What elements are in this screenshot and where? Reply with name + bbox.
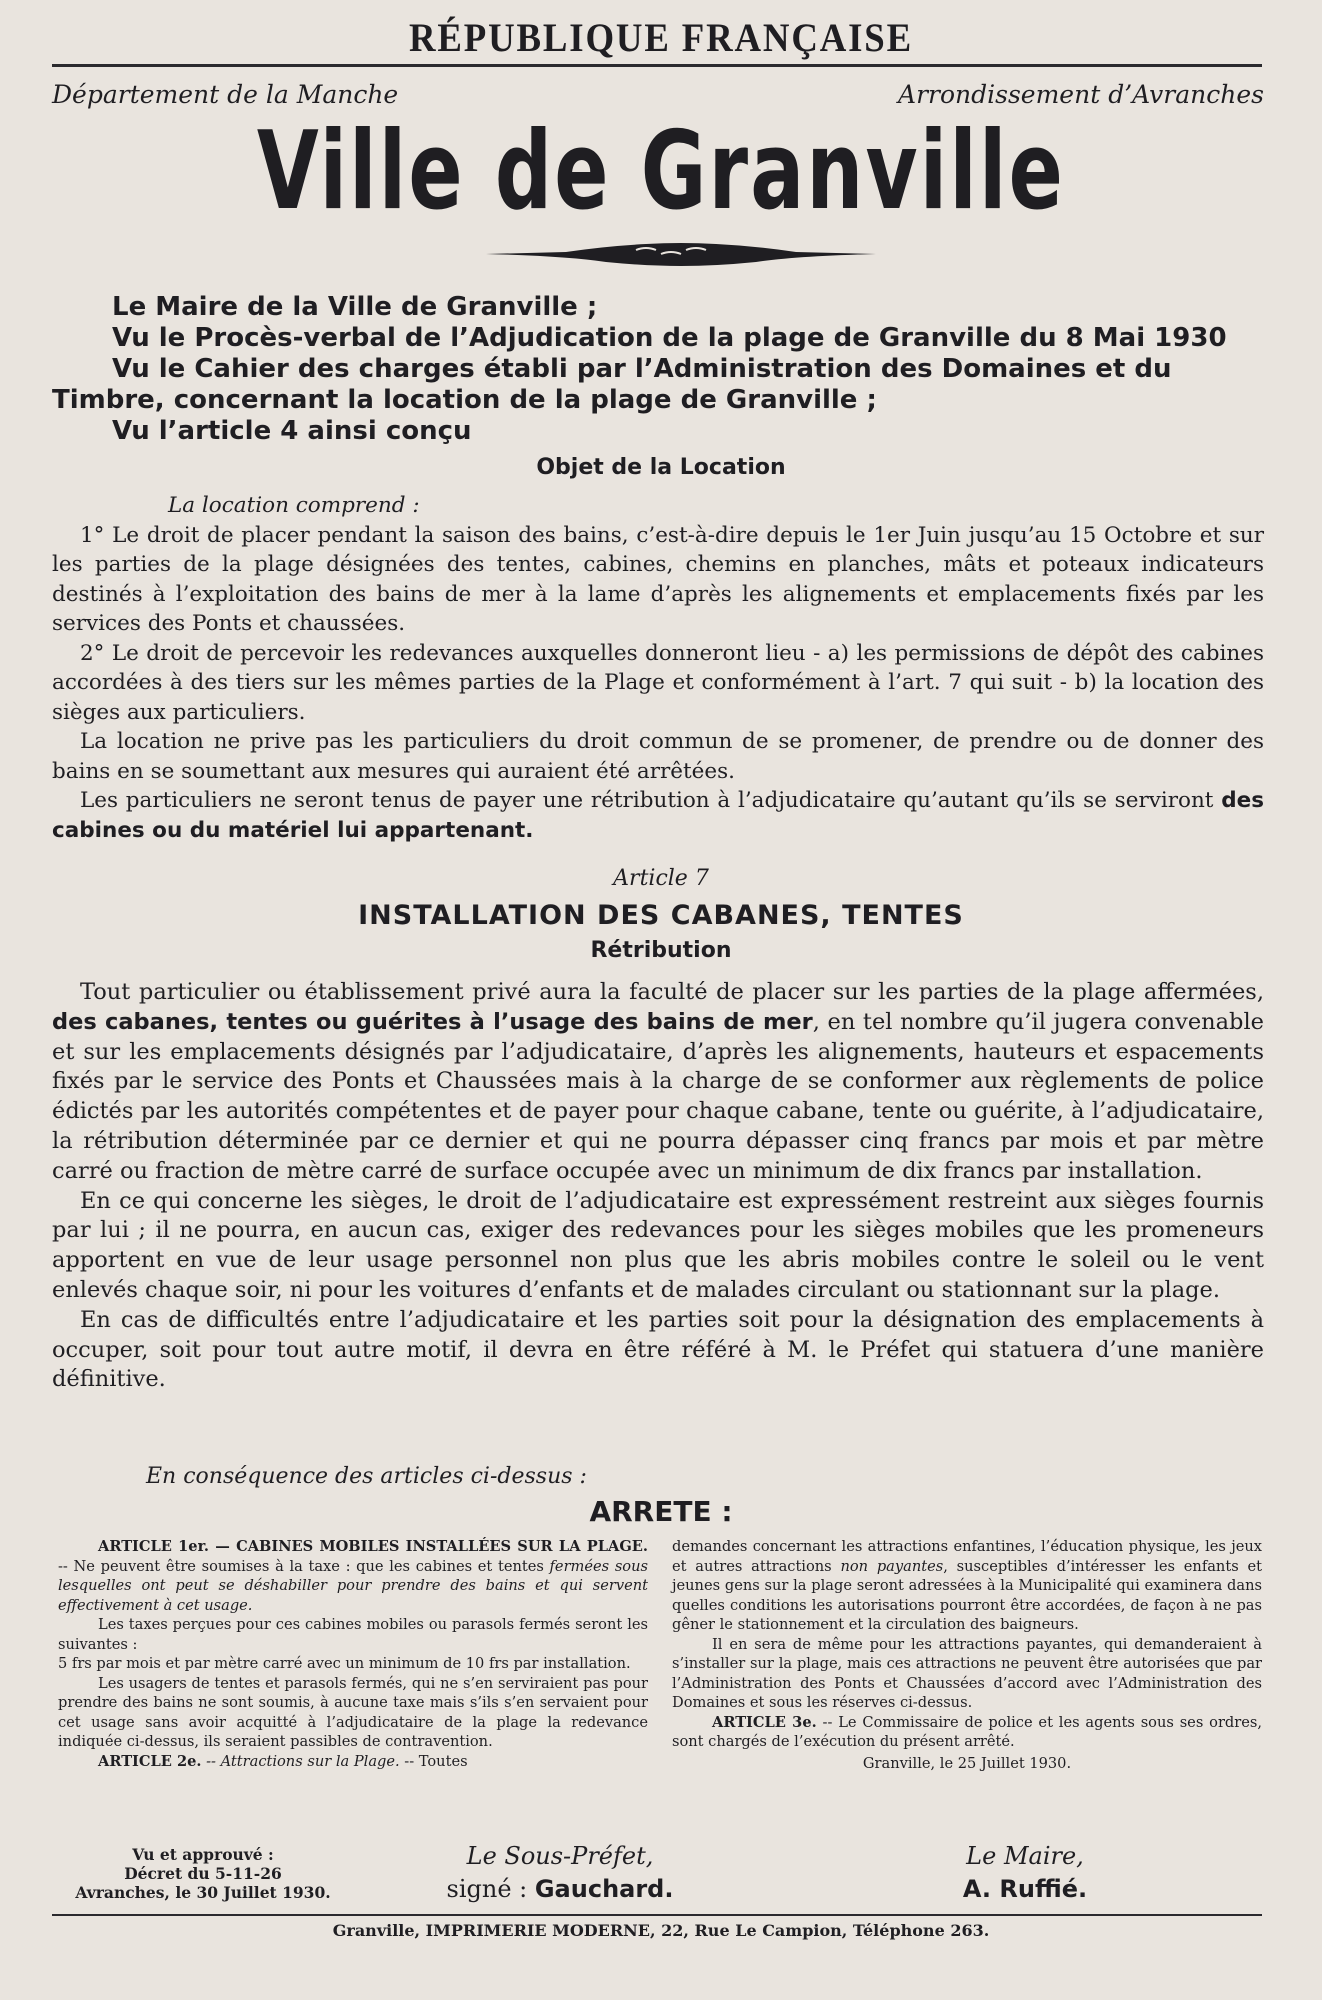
emphasis: des cabanes, tentes ou guérites à l’usage des bains de mer [52,1008,813,1035]
printer-footer: Granville, IMPRIMERIE MODERNE, 22, Rue Le Campion, Téléphone 263. [332,1921,990,1940]
paragraph: Les usagers de tentes et parasols fermés, qui ne s’en serviraient pas pour prendre des bains ne sont soumis, à aucune taxe mais s’ils s’en servaient pour cet usage sans avoir acquitté à l’adjudicataire de la plage la redevance indiquée ci-dessus, ils seraient passibles de contravention. [58,1674,648,1750]
article7-subtitle: Rétribution [590,938,732,963]
text: demandes concernant les attractions enfantines, l’éducation physique, les jeux et autres attractions [672,1538,1262,1575]
preamble-line: Vu l’article 4 ainsi conçu [112,416,472,446]
approval-line: Vu et approuvé : [132,1845,274,1864]
subprefect-title: Le Sous-Préfet, [466,1842,654,1870]
right-column [672,1537,1262,1773]
text: signé : [446,1875,535,1903]
text: -- Le Commissaire de police et les agents sous ses ordres, sont chargés de l’exécution du présent arrêté. [672,1713,1262,1750]
text: , en tel nombre qu’il jugera convenable et sur les emplacements désignés par l’adjudicataire, d’après les alignements, hauteurs et espacements fixés par le service des Ponts et Chaussées mais à la charge de se conformer aux règlements de police édictés par les autorités compétentes et de payer pour chaque cabane, tente ou guérite, à l’adjudicataire, la rétribution déterminée par ce dernier et qui ne pourra dépasser cinq francs par mois et par mètre carré ou fraction de mètre carré de surface occupée avec un minimum de dix francs par installation. [52,1008,1264,1184]
objet-intro: La location comprend : [168,493,420,518]
approval-line: Décret du 5-11-26 [124,1864,282,1883]
article1-head: ARTICLE 1er. — CABINES MOBILES INSTALLÉES SUR LA PLAGE. [98,1538,648,1555]
article1 [58,1537,648,1615]
text: Tout particulier ou établissement privé aura la faculté de placer sur les parties de la plage affermées, [80,979,1264,1005]
article3 [672,1713,1262,1752]
preamble [52,292,1267,447]
arrondissement-label: Arrondissement d’Avranches [898,80,1264,109]
preamble-line: Vu le Cahier des charges établi par l’Administration des Domaines et du Timbre, concernant la location de la plage de Granville ; [52,354,1172,415]
ornament-icon [486,240,876,268]
paragraph [52,978,1264,1187]
paragraph: 5 frs par mois et par mètre carré avec un minimum de 10 frs par installation. [58,1655,631,1672]
paragraph [672,1537,1262,1635]
emphasis: des cabines ou du matériel lui appartenant. [52,788,1264,843]
preamble-line: Vu le Procès-verbal de l’Adjudication de la plage de Granville du 8 Mai 1930 [112,323,1227,353]
mayor-block [900,1840,1150,1906]
article2-head: ARTICLE 2e. [98,1752,202,1770]
paragraph: La location ne prive pas les particuliers du droit commun de se promener, de prendre ou de donner des bains en se soumettant aux mesures qui auraient été arrêtées. [52,729,1264,784]
paragraph: Il en sera de même pour les attractions payantes, qui demanderaient à s’installer sur la plage, mais ces attractions ne peuvent être autorisées que par l’Administration des Ponts et Chaussées d’accord avec l’Administration des Domaines et sous les réserves ci-dessus. [672,1635,1262,1711]
emphasis: fermées sous lesquelles ont peut se déshabiller pour prendre des bains et qui servent effectivement à cet usage. [58,1557,648,1614]
paragraph: Les taxes perçues pour ces cabines mobiles ou parasols fermés seront les suivantes : [58,1616,648,1653]
department-label: Département de la Manche [52,80,399,109]
paragraph: En ce qui concerne les sièges, le droit de l’adjudicataire est expressément restreint aux sièges fournis par lui ; il ne pourra, en aucun cas, exiger des redevances pour les sièges mobiles que les promeneurs apportent en vue de leur usage personnel non plus que les abris mobiles contre le soleil ou le vent enlevés chaque soir, ni pour les voitures d’enfants et de malades circulant ou stationnant sur la plage. [52,1187,1264,1303]
article2 [58,1752,648,1772]
article3-head: ARTICLE 3e. [712,1713,817,1731]
top-rule [52,64,1262,67]
paragraph: 2° Le droit de percevoir les redevances auxquelles donneront lieu - a) les permissions de dépôt des cabines accordées à des tiers sur les mêmes parties de la Plage et conformément à l’art. 7 qui suit - b) la location des sièges aux particuliers. [52,640,1264,725]
decree-date: Granville, le 25 Juillet 1930. [862,1754,1072,1772]
consequence-line: En conséquence des articles ci-dessus : [146,1464,587,1489]
subprefect-signature [420,1873,700,1906]
text: -- Ne peuvent être soumises à la taxe : que les cabines et tentes [58,1557,550,1575]
text: Les particuliers ne seront tenus de payer une rétribution à l’adjudicataire qu’autant qu’ils se serviront [80,788,1222,813]
article7-body [52,978,1264,1395]
left-column [58,1537,648,1771]
paragraph: En cas de difficultés entre l’adjudicataire et les parties soit pour la désignation des emplacements à occuper, soit pour tout autre motif, il devra en être référé à M. le Préfet qui statuera d’une manière définitive. [52,1306,1264,1393]
mayor-title: Le Maire, [966,1842,1084,1870]
text: -- Toutes [399,1752,468,1770]
paragraph: 1° Le droit de placer pendant la saison des bains, c’est-à-dire depuis le 1er Juin jusqu’au 15 Octobre et sur les parties de la plage désignées des tentes, cabines, chemins en planches, mâts et poteaux indicateurs destinés à l’exploitation des bains de mer à la lame d’après les alignements et emplacements fixés par les services des Ponts et chaussées. [52,522,1264,636]
article2-title: -- Attractions sur la Plage. [201,1752,400,1770]
republic-heading: RÉPUBLIQUE FRANÇAISE [408,15,914,60]
mayor-name: A. Ruffié. [962,1875,1088,1903]
city-title: Ville de Granville [256,109,1066,234]
approval-block [58,1845,348,1902]
paragraph [52,786,1264,845]
article7-title: INSTALLATION DES CABANES, TENTES [358,900,964,931]
subprefect-block [420,1840,700,1906]
bottom-rule [52,1914,1262,1916]
arrete-heading: ARRETE : [589,1495,733,1528]
objet-title: Objet de la Location [536,455,786,480]
subprefect-name: Gauchard. [534,1875,674,1903]
emphasis: non payantes [840,1557,944,1575]
objet-body [52,491,1264,845]
article7-label: Article 7 [613,866,709,891]
preamble-line: Le Maire de la Ville de Granville ; [112,292,598,322]
approval-line: Avranches, le 30 Juillet 1930. [75,1883,331,1902]
text: , susceptibles d’intéresser les enfants et jeunes gens sur la plage seront adressées à la Municipalité qui examinera dans quelles conditions les autorisations pourront être accordées, de façon à ne pas gêner le stationnement et la circulation des baigneurs. [672,1557,1262,1633]
